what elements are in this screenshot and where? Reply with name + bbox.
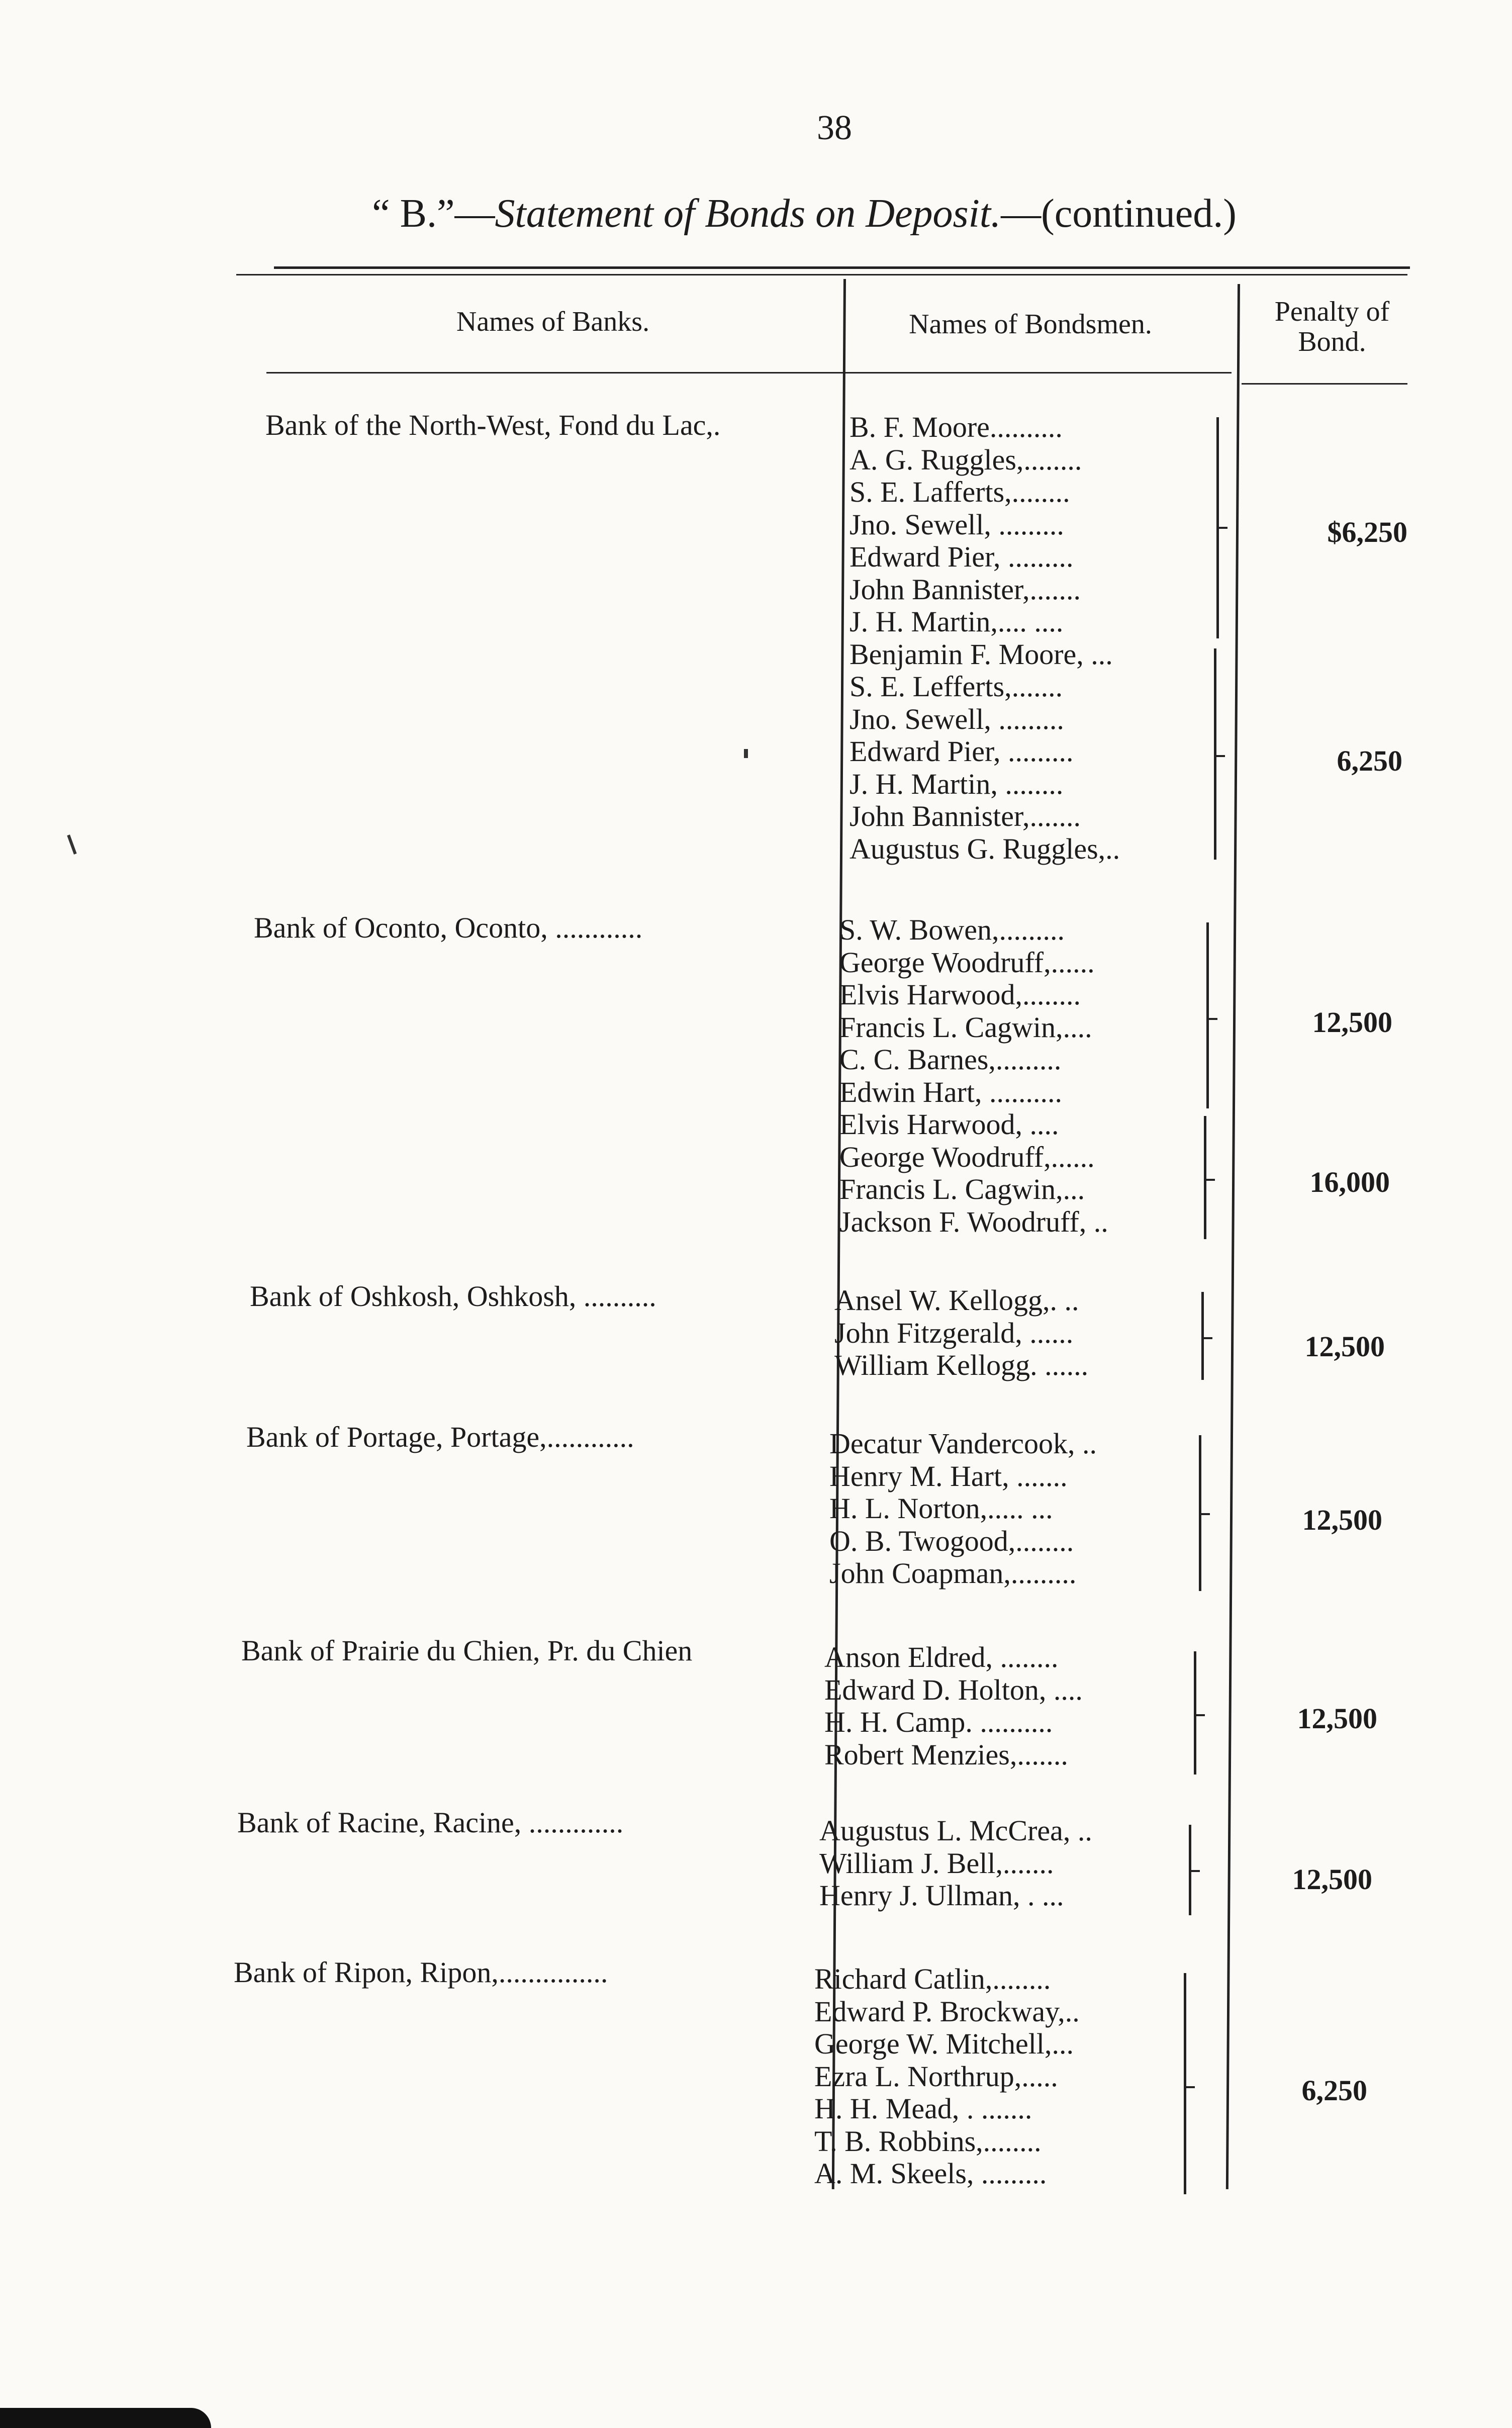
ink-mark [744,749,748,758]
bondsman: Jno. Sewell, ......... [849,703,1064,735]
penalty-amount: $6,250 [1327,516,1407,548]
bondsman: C. C. Barnes,......... [839,1044,1062,1076]
brace-tick [1199,1513,1210,1515]
bondsman: O. B. Twogood,........ [829,1525,1074,1557]
bank-name: Bank of the North-West, Fond du Lac,. [265,409,721,441]
header-penalty-line1: Penalty of [1274,296,1390,327]
bondsman: George Woodruff,...... [839,1141,1095,1173]
bondsman: Augustus L. McCrea, .. [819,1815,1092,1847]
brace-tick [1216,527,1227,529]
bondsman: John Bannister,....... [849,800,1081,832]
bondsman: Elvis Harwood, .... [839,1108,1059,1141]
page-title [251,191,1357,237]
bondsman: Ezra L. Northrup,..... [814,2060,1058,2093]
brace [1204,648,1216,860]
bondsman: William J. Bell,....... [819,1847,1054,1880]
bondsman: Edward P. Brockway,.. [814,1995,1080,2028]
bondsmen-list [814,1963,1080,2190]
bondsman: John Bannister,....... [849,573,1081,606]
bondsman: Henry M. Hart, ....... [829,1460,1068,1492]
brace-tick [1184,2086,1195,2088]
bondsman: Augustus G. Ruggles,.. [849,832,1120,865]
bondsman: Anson Eldred, ........ [824,1641,1059,1673]
penalty-amount: 6,250 [1337,744,1402,777]
bondsman: George W. Mitchell,... [814,2028,1074,2060]
brace-tick [1201,1337,1212,1339]
bondsman: J. H. Martin,.... .... [849,606,1064,638]
bondsman: Francis L. Cagwin,.... [839,1011,1092,1044]
bondsman: Henry J. Ullman, . ... [819,1880,1064,1912]
penalty-amount: 12,500 [1297,1702,1377,1735]
bondsman: S. E. Lefferts,....... [849,671,1063,703]
brace [1194,1116,1206,1239]
bondsman: Jno. Sewell, ......... [849,508,1064,541]
bondsman: John Coapman,......... [829,1557,1077,1590]
bondsman: H. H. Mead, . ....... [814,2093,1032,2125]
bondsman: William Kellogg. ...... [834,1349,1089,1381]
bondsmen-list [824,1641,1083,1771]
bondsmen-list [834,1284,1088,1382]
bondsman: George Woodruff,...... [839,946,1095,979]
bondsman: Benjamin F. Moore, ... [849,638,1113,671]
bondsman: Robert Menzies,....... [824,1738,1068,1771]
bondsman: John Fitzgerald, ...... [834,1317,1074,1349]
header-underline [266,372,1232,373]
scan-edge-shadow [0,2408,211,2428]
bondsman: Edward Pier, ......... [849,735,1074,768]
bondsmen-list [819,1815,1092,1912]
bondsmen-list [849,411,1120,865]
top-rule [274,266,1410,269]
bank-name: Bank of Ripon, Ripon,............... [234,1956,608,1989]
title-prefix: “ B.”— [372,192,495,236]
bondsman: B. F. Moore.......... [849,411,1063,443]
bank-name: Bank of Racine, Racine, ............. [237,1806,624,1839]
bondsman: Edward Pier, ......... [849,541,1074,573]
header-penalty-line2: Bond. [1298,326,1366,357]
bondsman: S. W. Bowen,......... [839,914,1065,946]
bondsman: H. L. Norton,..... ... [829,1492,1053,1525]
brace-tick [1206,1018,1217,1020]
bondsman: Elvis Harwood,........ [839,979,1081,1011]
bondsman: Jackson F. Woodruff, .. [839,1205,1108,1238]
title-italic: Statement of Bonds on Deposit. [495,192,1001,236]
bondsman: S. E. Lafferts,........ [849,476,1070,508]
header-underline-right [1242,383,1407,385]
brace-tick [1204,1179,1215,1181]
bondsman: H. H. Camp. .......... [824,1706,1053,1738]
penalty-amount: 12,500 [1312,1006,1392,1039]
top-rule-thin [236,274,1407,275]
bondsman: Edward D. Holton, .... [824,1673,1083,1706]
header-bondsmen: Names of Bondsmen. [909,309,1152,340]
bank-name: Bank of Oconto, Oconto, ............ [254,911,643,944]
column-divider-right [1226,284,1240,2189]
title-suffix: —(continued.) [1001,192,1237,236]
penalty-amount: 12,500 [1304,1330,1385,1363]
bondsmen-list [829,1428,1097,1590]
ink-mark [67,834,76,855]
brace [1196,922,1209,1108]
brace [1191,1292,1204,1380]
page-number: 38 [817,109,852,147]
penalty-amount: 6,250 [1301,2074,1367,2107]
bondsman: Ansel W. Kellogg,. .. [834,1284,1079,1317]
bondsman: A. G. Ruggles,........ [849,443,1082,476]
header-banks: Names of Banks. [456,306,650,337]
penalty-amount: 12,500 [1302,1504,1382,1536]
brace [1184,1651,1196,1775]
bondsman: T. B. Robbins,........ [814,2125,1042,2158]
bondsman: Francis L. Cagwin,... [839,1173,1085,1205]
bondsman: Richard Catlin,........ [814,1963,1051,1995]
bank-name: Bank of Oshkosh, Oshkosh, .......... [250,1280,656,1313]
bank-name: Bank of Prairie du Chien, Pr. du Chien [241,1634,693,1667]
bondsman: Edwin Hart, .......... [839,1076,1062,1108]
brace-tick [1189,1870,1200,1872]
penalty-amount: 16,000 [1309,1166,1390,1198]
brace-tick [1194,1714,1205,1716]
header-penalty [1242,297,1423,357]
bondsmen-list [839,914,1108,1238]
bank-name: Bank of Portage, Portage,............ [246,1421,634,1453]
brace-tick [1214,755,1225,757]
bondsman: A. M. Skeels, ......... [814,2158,1047,2190]
penalty-amount: 12,500 [1292,1863,1372,1896]
bondsman: Decatur Vandercook, .. [829,1428,1097,1460]
brace [1174,1973,1186,2194]
bondsman: J. H. Martin, ........ [849,768,1064,800]
